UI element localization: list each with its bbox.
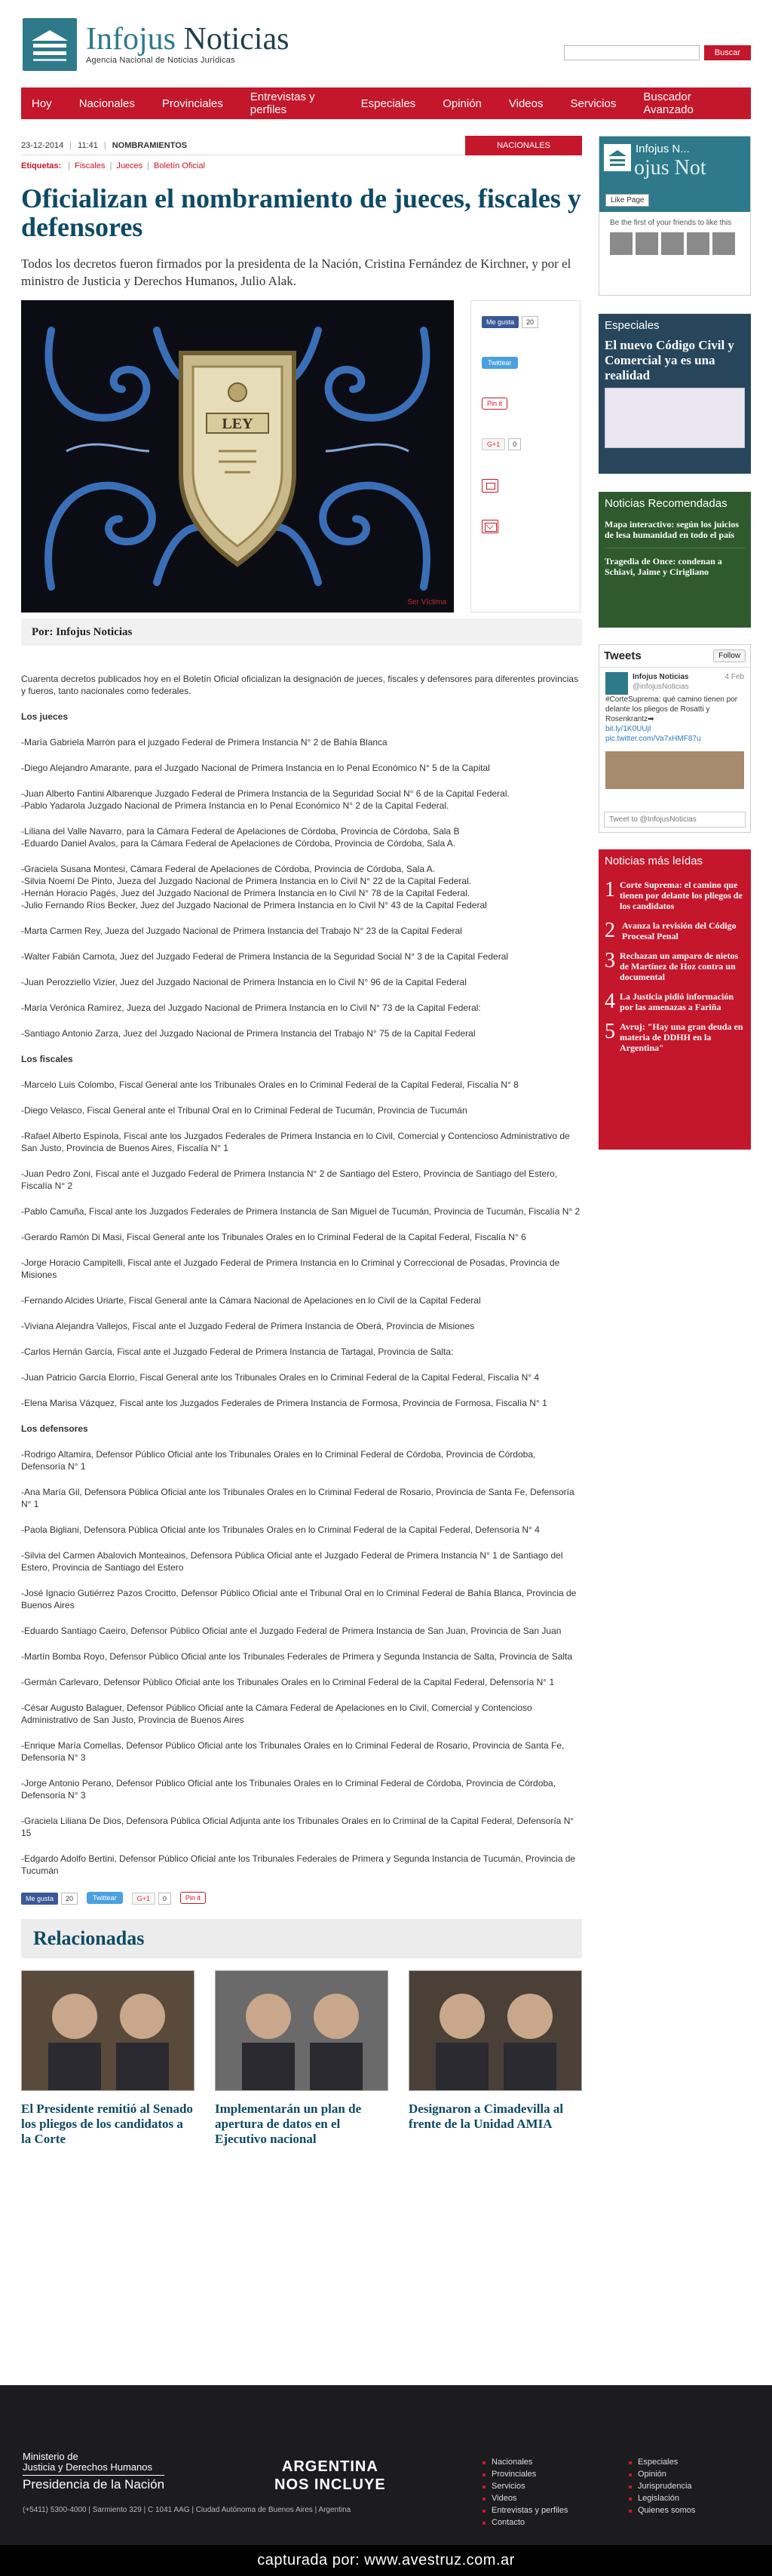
nav-item-servicios[interactable]: Servicios xyxy=(570,97,617,110)
recomendadas-panel xyxy=(599,492,751,628)
especiales-title[interactable]: El nuevo Código Civil y Comercial ya es una realidad xyxy=(605,338,734,382)
tweet-handle: @infojusNoticias xyxy=(633,683,689,691)
defensor-entry: -Edgardo Adolfo Bertini, Defensor Público Oficial ante los Tribunales Federales de Primera y Segunda Instancia de Tucumán, Provincia de Tucumán xyxy=(21,1853,576,1876)
tag-divider: | xyxy=(109,161,112,170)
jueces-group xyxy=(21,788,582,812)
related-image[interactable] xyxy=(215,1970,388,2091)
gplus-button-bottom[interactable]: G+1 xyxy=(132,1893,155,1905)
fiscal-entry: -Carlos Hernán García, Fiscal ante el Juzgado Federal de Primera Instancia de Tartagal, Provincia de Salta: xyxy=(21,1346,454,1357)
article-intro: Cuarenta decretos publicados hoy en el Boletín Oficial oficializan la designación de jueces, fiscales y defensores para diferentes provincias y fueros, tanto nacionales como federales. xyxy=(21,674,579,696)
mas-leida-number: 5 xyxy=(605,1020,615,1043)
especiales-heading: Especiales xyxy=(599,314,751,338)
logo-emblem-icon xyxy=(23,18,77,71)
fiscal-entry: -Marcelo Luis Colombo, Fiscal General ante los Tribunales Orales en lo Criminal Federal de la Capital Federal, Fiscalía N° 8 xyxy=(21,1079,519,1090)
jueces-group xyxy=(21,863,582,911)
fb-friend-avatars xyxy=(610,232,740,255)
mas-leida-number: 3 xyxy=(605,949,615,972)
jueces-group xyxy=(21,1002,582,1014)
search-form xyxy=(564,45,751,60)
related-heading: Relacionadas xyxy=(21,1919,582,1958)
defensores-heading: Los defensores xyxy=(21,1423,88,1434)
tweet xyxy=(599,668,750,748)
argentina-line-2: NOS INCLUYE xyxy=(274,2476,386,2493)
tag-divider: | xyxy=(68,161,71,170)
juez-entry: -Silvia Noemí De Pinto, Jueza del Juzgado Nacional de Primera Instancia en lo Civil N° 22 de la Capital Federal. xyxy=(21,876,472,886)
juez-entry: -Diego Alejandro Amarante, para el Juzgado Nacional de Primera Instancia en lo Penal Económico N° 5 de la Capital xyxy=(21,763,490,773)
argentina-logo xyxy=(274,2458,386,2494)
mas-leida-number: 2 xyxy=(605,919,615,942)
defensor-entry: -Graciela Liliana De Dios, Defensora Pública Oficial Adjunta ante los Tribunales Orales en lo Criminal de la Capital Federal, Defensoría N° 15 xyxy=(21,1816,574,1838)
juez-entry: -María Verónica Ramírez, Jueza del Juzgado Nacional de Primera Instancia en lo Civil N° 73 de la Capital Federal: xyxy=(21,1002,481,1013)
article-lead: Todos los decretos fueron firmados por la presidenta de la Nación, Cristina Fernández de Kirchner, y por el ministro de Justicia y Derechos Humanos, Julio Alak. xyxy=(21,256,571,288)
article-photo xyxy=(21,300,454,613)
category-badge[interactable]: NACIONALES xyxy=(465,136,582,155)
fb-page-name[interactable]: Infojus N... xyxy=(636,143,690,155)
search-button[interactable]: Buscar xyxy=(704,45,751,60)
article-byline: Por: Infojus Noticias xyxy=(21,619,582,646)
defensor-entry: -Jorge Antonio Perano, Defensor Público Oficial ante los Tribunales Orales en lo Criminal Federal de Córdoba, Provincia de Córdoba, Defensoría N° 3 xyxy=(21,1778,556,1801)
pin-it-button[interactable]: Pin it xyxy=(482,398,507,410)
mas-leida-item[interactable] xyxy=(605,950,745,982)
juez-entry: -Eduardo Daniel Avalos, para la Cámara Federal de Apelaciones de Córdoba, Provincia de Córdoba, Sala A. xyxy=(21,838,456,849)
gplus-count-bottom: 0 xyxy=(158,1893,171,1905)
footer-link[interactable]: Jurisprudencia xyxy=(627,2482,772,2491)
tag-link[interactable]: Fiscales xyxy=(75,161,106,170)
fiscales-heading: Los fiscales xyxy=(21,1054,73,1064)
nav-item-provinciales[interactable]: Provinciales xyxy=(161,97,223,110)
footer-address: (+5411) 5300-4000 | Sarmiento 329 | C 1041 AAG | Ciudad Autónoma de Buenos Aires | Argentina xyxy=(23,2506,351,2514)
twitter-follow-button[interactable]: Follow xyxy=(713,649,746,662)
share-panel xyxy=(470,300,581,613)
fb-like-button-bottom[interactable]: Me gusta xyxy=(21,1893,58,1905)
ministry-line-2: Justicia y Derechos Humanos xyxy=(23,2461,152,2473)
nav-item-entrevistas-y-perfiles[interactable]: Entrevistas y perfiles xyxy=(250,91,315,116)
nav-item-nacionales[interactable]: Nacionales xyxy=(78,97,135,110)
tag-link[interactable]: Boletín Oficial xyxy=(154,161,205,170)
juez-entry: -Graciela Susana Montesi, Cámara Federal de Apelaciones de Córdoba, Provincia de Córdoba, Sala A. xyxy=(21,864,435,874)
tweet-text: #CorteSuprema: qué camino tienen por delante los pliegos de Rosatti y Rosenkrantz➡ xyxy=(605,695,738,723)
mas-leida-number: 1 xyxy=(605,878,615,901)
ministry-line-1: Ministerio de xyxy=(23,2451,78,2462)
defensor-entry: -Martín Bomba Royo, Defensor Público Oficial ante los Tribunales Federales de Primera y Segunda Instancia de Salta, Provincia de Salta xyxy=(21,1651,573,1662)
article-title: Oficializan el nombramiento de jueces, fiscales y defensores xyxy=(21,183,581,242)
nav-item-especiales[interactable]: Especiales xyxy=(360,97,416,110)
fb-friends-text: Be the first of your friends to like this xyxy=(610,219,732,227)
jueces-group xyxy=(21,1027,582,1039)
juez-entry: -Hernán Horacio Pagés, Juez del Juzgado Nacional de Primera Instancia en lo Civil N° 78 de la Capital Federal. xyxy=(21,888,470,898)
juez-entry: -Pablo Yadarola Juzgado Nacional de Primera Instancia en lo Penal Económico N° 2 de la Capital Federal. xyxy=(21,800,449,811)
defensor-entry: -Paola Bigliani, Defensora Pública Oficial ante los Tribunales Orales en lo Criminal Federal de la Capital Federal, Defensoría N° 4 xyxy=(21,1524,540,1535)
fiscal-entry: -Diego Velasco, Fiscal General ante el Tribunal Oral en lo Criminal Federal de Tucumán, Provincia de Tucumán xyxy=(21,1105,467,1116)
jueces-heading: Los jueces xyxy=(21,711,69,722)
share-bar-bottom xyxy=(21,1892,582,1904)
mas-leida-title[interactable]: La Justicia pidió información por las amenazas a Fariña xyxy=(620,991,734,1012)
fiscal-entry: -Pablo Camuña, Fiscal ante los Juzgados Federales de Primera Instancia de San Miguel de Tucumán, Provincia de Tucumán, Fiscalía N° 2 xyxy=(21,1206,581,1217)
article-time: 11:41 xyxy=(78,140,98,150)
mas-leida-item[interactable] xyxy=(605,991,745,1012)
article-body xyxy=(21,673,582,1877)
related-item[interactable] xyxy=(409,1970,582,2147)
fb-like-button[interactable]: Me gusta xyxy=(482,316,519,328)
fb-like-count: 20 xyxy=(522,316,538,328)
footer-link[interactable]: Servicios xyxy=(481,2482,627,2491)
tweet-pic-link[interactable]: pic.twitter.com/Va7xHMF87u xyxy=(605,735,701,743)
fiscal-entry: -Juan Patricio García Elorrio, Fiscal General ante los Tribunales Orales en lo Criminal Federal de la Capital Federal, Fiscalía N° 4 xyxy=(21,1372,540,1383)
tag-link[interactable]: Jueces xyxy=(116,161,143,170)
tweet-button[interactable]: Twittear xyxy=(482,357,518,369)
defensor-entry: -Silvia del Carmen Abalovich Monteainos, Defensora Pública Oficial ante el Juzgado Federal de Primera Instancia N° 1 de Santiago del Estero, Provincia de Santiago del Estero xyxy=(21,1550,563,1573)
jueces-group xyxy=(21,976,582,988)
tags-label: Etiquetas: xyxy=(21,161,62,170)
fiscal-entry: -Fernando Alcides Uriarte, Fiscal General ante la Cámara Nacional de Apelaciones en lo Civil de la Capital Federal xyxy=(21,1295,481,1306)
article-date: 23-12-2014 xyxy=(21,140,64,150)
article-meta: 23-12-2014 | 11:41 | NOMBRAMIENTOS NACIONALES xyxy=(21,136,582,155)
recomendada-item[interactable]: Mapa interactivo: según los juicios de lesa humanidad en todo el país xyxy=(605,519,745,548)
defensor-entry: -César Augusto Balaguer, Defensor Público Oficial ante la Cámara Federal de Apelaciones en lo Civil, Comercial y Contencioso Administrativo de San Justo, Provincia de Buenos Aires xyxy=(21,1702,532,1725)
related-image[interactable] xyxy=(21,1970,195,2091)
defensor-entry: -Ana María Gil, Defensora Pública Oficial ante los Tribunales Orales en lo Criminal Federal de Rosario, Provincia de Santa Fe, Defensoría N° 1 xyxy=(21,1487,574,1509)
search-input[interactable] xyxy=(564,45,700,60)
recomendada-item[interactable]: Tragedia de Once: condenan a Schiavi, Jaime y Cirigliano xyxy=(605,556,722,577)
juez-entry: -Juan Alberto Fantini Albarenque Juzgado Federal de Primera Instancia de la Seguridad Social N° 6 de la Capital Federal. xyxy=(21,788,510,799)
nav-item-buscador-avanzado[interactable]: Buscador Avanzado xyxy=(643,91,694,116)
tweet-date: 4 Feb xyxy=(725,673,744,681)
juez-entry: -María Gabriela Marrón para el juzgado Federal de Primera Instancia N° 2 de Bahía Blanca xyxy=(21,737,388,748)
footer-link[interactable]: Provinciales xyxy=(481,2470,627,2479)
nav-item-videos[interactable]: Videos xyxy=(508,97,544,110)
mas-leida-title[interactable]: Avanza la revisión del Código Procesal Penal xyxy=(622,920,737,941)
juez-entry: -Santiago Antonio Zarza, Juez del Juzgado Nacional de Primera Instancia del Trabajo N° 75 de la Capital Federal xyxy=(21,1028,476,1039)
site-footer xyxy=(0,2385,772,2545)
mas-leida-title[interactable]: Rechazan un amparo de nietos de Martínez de Hoz contra un documental xyxy=(620,950,739,982)
especiales-panel xyxy=(599,314,751,474)
logo-subtitle: Agencia Nacional de Noticias Jurídicas xyxy=(86,56,235,65)
juez-entry: -Juan Perozziello Vizier, Juez del Juzgado Nacional de Primera Instancia en lo Civil N° 96 de la Capital Federal xyxy=(21,977,467,987)
related-section xyxy=(21,1919,582,2147)
mas-leida-item[interactable] xyxy=(605,1021,745,1053)
email-icon[interactable] xyxy=(482,520,498,533)
mas-leidas-heading: Noticias más leídas xyxy=(599,849,751,874)
footer-link[interactable]: Contacto xyxy=(481,2518,627,2527)
footer-link[interactable]: Videos xyxy=(481,2494,627,2503)
tweets-widget xyxy=(599,644,751,833)
ministry-line-3: Presidencia de la Nación xyxy=(23,2475,164,2492)
gplus-button[interactable]: G+1 xyxy=(482,438,505,450)
mas-leida-item[interactable] xyxy=(605,920,745,941)
footer-link[interactable]: Opinión xyxy=(627,2470,772,2479)
related-item[interactable] xyxy=(215,1970,388,2147)
defensor-entry: -Rodrigo Altamira, Defensor Público Oficial ante los Tribunales Orales en lo Criminal Federal de Córdoba, Provincia de Córdoba, Defensoría N° 1 xyxy=(21,1449,536,1472)
logo-name: Infojus Noticias xyxy=(86,22,290,57)
site-logo[interactable] xyxy=(23,18,289,71)
tag-divider: | xyxy=(147,161,150,170)
sidebar xyxy=(599,136,751,2147)
footer-link[interactable]: Legislación xyxy=(627,2494,772,2503)
fiscal-entry: -Rafael Alberto Espínola, Fiscal ante los Juzgados Federales de Primera Instancia en lo Civil, Comercial y Contencioso Administrativo de San Justo, Provincia de Buenos Aires, Fiscalía N° 1 xyxy=(21,1131,570,1153)
fb-like-page-button[interactable]: Like Page xyxy=(605,194,649,207)
nav-item-opini-n[interactable]: Opinión xyxy=(443,97,482,110)
fiscal-entry: -Viviana Alejandra Vallejos, Fiscal ante el Juzgado Federal de Primera Instancia de Oberá, Provincia de Misiones xyxy=(21,1321,475,1331)
jueces-group xyxy=(21,925,582,937)
fiscal-entry: -Elena Marisa Vázquez, Fiscal ante los Juzgados Federales de Primera Instancia de Formosa, Provincia de Formosa, Fiscalía N° 1 xyxy=(21,1398,547,1408)
juez-entry: -Walter Fabián Carnota, Juez del Juzgado Federal de Primera Instancia de la Seguridad Social N° 3 de la Capital Federal xyxy=(21,951,509,962)
pin-it-button-bottom[interactable]: Pin it xyxy=(180,1892,206,1904)
fiscal-entry: -Jorge Horacio Campitelli, Fiscal ante el Juzgado Federal de Primera Instancia en lo Criminal y Correccional de Posadas, Provincia de Misiones xyxy=(21,1257,560,1280)
main-column xyxy=(21,136,582,2147)
footer-links xyxy=(481,2458,772,2527)
facebook-page-widget xyxy=(599,136,751,296)
mas-leida-title[interactable]: Avruj: "Hay una gran deuda en materia de DDHH en la Argentina" xyxy=(620,1021,743,1053)
mas-leida-item[interactable] xyxy=(605,880,745,911)
site-header xyxy=(21,0,751,88)
mas-leida-title[interactable]: Corte Suprema: el camino que tienen por delante los pliegos de los candidatos xyxy=(620,880,743,911)
juez-entry: -Marta Carmen Rey, Jueza del Juzgado Nacional de Primera Instancia del Trabajo N° 23 de la Capital Federal xyxy=(21,926,462,936)
jueces-group xyxy=(21,762,582,774)
svg-text:LEY: LEY xyxy=(222,416,253,432)
ornamental-gate-image xyxy=(21,300,454,613)
related-title[interactable]: Implementarán un plan de apertura de datos en el Ejecutivo nacional xyxy=(215,2102,362,2146)
jueces-group xyxy=(21,825,582,849)
related-image[interactable] xyxy=(409,1970,582,2091)
defensor-entry: -José Ignacio Gutiérrez Pazos Crocitto, Defensor Público Oficial ante el Tribunal Oral en lo Criminal Federal de Bahía Blanca, Provincia de Buenos Aires xyxy=(21,1588,577,1610)
fb-page-cover-text: ojus Not xyxy=(634,156,706,180)
tweet-to-input[interactable]: Tweet to @InfojusNoticias xyxy=(604,812,746,827)
tweet-image[interactable] xyxy=(605,751,744,789)
article-section[interactable]: NOMBRAMIENTOS xyxy=(112,140,188,150)
capture-credit: capturada por: www.avestruz.com.ar xyxy=(0,2545,772,2576)
juez-entry: -Julio Fernando Ríos Becker, Juez del Juzgado Nacional de Primera Instancia en lo Civil N° 43 de la Capital Federal xyxy=(21,900,487,910)
article-tags xyxy=(21,161,582,170)
footer-link[interactable]: Nacionales xyxy=(481,2458,627,2467)
related-title[interactable]: El Presidente remitió al Senado los pliegos de los candidatos a la Corte xyxy=(21,2102,193,2146)
nav-item-hoy[interactable]: Hoy xyxy=(32,97,52,110)
fb-like-count-bottom: 20 xyxy=(61,1893,78,1905)
photo-credit: Ser Víctima xyxy=(407,598,446,606)
tweet-link[interactable]: bit.ly/1K0UUjI xyxy=(605,725,651,733)
related-title[interactable]: Designaron a Cimadevilla al frente de la Unidad AMIA xyxy=(409,2102,564,2131)
argentina-line-1: ARGENTINA xyxy=(281,2458,378,2475)
tweet-author[interactable]: Infojus Noticias xyxy=(633,673,689,681)
gplus-count: 0 xyxy=(508,438,521,450)
tweet-avatar[interactable] xyxy=(605,672,628,695)
fiscal-entry: -Gerardo Ramón Di Masi, Fiscal General ante los Tribunales Orales en lo Criminal Federal de la Capital Federal, Fiscalía N° 6 xyxy=(21,1232,526,1242)
especiales-image[interactable] xyxy=(605,388,745,448)
jueces-group xyxy=(21,950,582,963)
juez-entry: -Liliana del Valle Navarro, para la Cámara Federal de Apelaciones de Córdoba, Provincia de Córdoba, Sala B xyxy=(21,826,460,837)
print-icon[interactable] xyxy=(482,479,498,493)
tweets-heading: Tweets xyxy=(604,649,642,662)
related-item[interactable] xyxy=(21,1970,195,2147)
mas-leida-number: 4 xyxy=(605,990,615,1013)
defensor-entry: -Eduardo Santiago Caeiro, Defensor Público Oficial ante el Juzgado Federal de Primera Instancia de San Juan, Provincia de San Juan xyxy=(21,1626,562,1636)
page-avatar[interactable] xyxy=(604,144,631,171)
mas-leidas-panel xyxy=(599,849,751,1150)
fiscal-entry: -Juan Pedro Zoni, Fiscal ante el Juzgado Federal de Primera Instancia N° 2 de Santiago del Estero, Provincia de Santiago del Estero, Fiscalía N° 2 xyxy=(21,1168,558,1191)
jueces-group xyxy=(21,736,582,748)
footer-link[interactable]: Especiales xyxy=(627,2458,772,2467)
footer-link[interactable]: Entrevistas y perfiles xyxy=(481,2506,627,2515)
main-nav xyxy=(21,88,751,119)
recomendadas-heading: Noticias Recomendadas xyxy=(599,492,751,516)
footer-link[interactable]: Quienes somos xyxy=(627,2506,772,2515)
tweet-button-bottom[interactable]: Twittear xyxy=(87,1892,123,1904)
defensor-entry: -Enrique María Comellas, Defensor Público Oficial ante los Tribunales Orales en lo Criminal Federal de Rosario, Provincia de Santa Fe, Defensoría N° 3 xyxy=(21,1740,565,1763)
defensor-entry: -Germán Carlevaro, Defensor Público Oficial ante los Tribunales Orales en lo Criminal Federal de la Capital Federal, Defensoría N° 1 xyxy=(21,1677,555,1687)
